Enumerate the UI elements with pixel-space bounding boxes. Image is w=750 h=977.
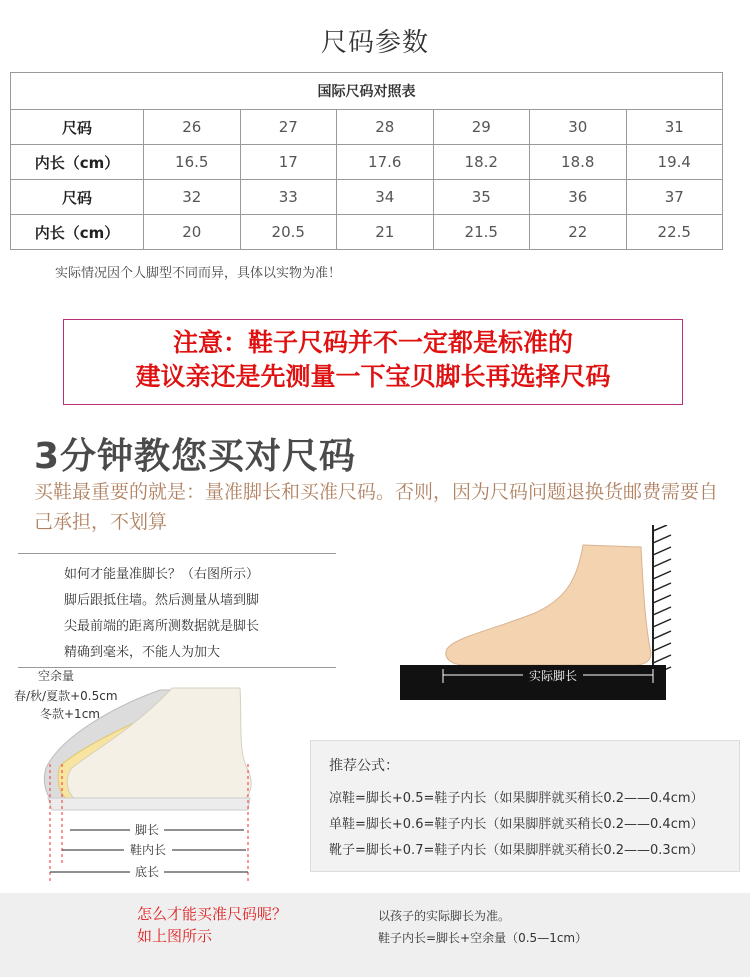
row-header: 尺码 [11,110,144,145]
alert-box [63,319,683,405]
table-caption: 国际尺码对照表 [11,73,723,110]
answer-block [378,905,587,949]
table-row [11,215,723,250]
table-cell: 18.2 [433,145,530,180]
howto-line: 精确到毫米，不能人为加大 [64,645,221,660]
alert-line-1: 注意：鞋子尺码并不一定都是标准的 [172,328,573,357]
answer-line: 鞋子内长=脚长+空余量（0.5—1cm） [378,931,588,945]
table-cell: 27 [240,110,337,145]
howto-line: 如何才能量准脚长？（右图所示） [64,567,260,582]
wall-icon [653,525,671,675]
divider [18,553,336,554]
size-chart-table [10,72,723,250]
foot-length-label: 实际脚长 [528,669,578,683]
howto-line: 尖最前端的距离所测数据就是脚长 [64,619,260,634]
table-cell: 19.4 [626,145,723,180]
table-cell: 22.5 [626,215,723,250]
table-note: 实际情况因个人脚型不同而异，具体以实物为准！ [55,266,342,281]
table-cell: 37 [626,180,723,215]
howto-text [64,562,314,666]
foot-length-marker: 脚长 [134,823,160,837]
formula-line: 单鞋=脚长+0.6=鞋子内长（如果脚胖就买稍长0.2——0.4cm） [329,817,704,832]
table-cell: 18.8 [530,145,627,180]
howto-line: 脚后跟抵住墙。然后测量从墙到脚 [64,593,260,608]
foot-wall-illustration [395,525,695,705]
table-row [11,110,723,145]
section-title: 3分钟教您买对尺码 [34,436,357,477]
table-cell: 36 [530,180,627,215]
table-cell: 21.5 [433,215,530,250]
table-cell: 30 [530,110,627,145]
answer-line: 以孩子的实际脚长为准。 [378,909,511,923]
table-cell: 32 [144,180,241,215]
inner-length-marker: 鞋内长 [129,843,167,857]
table-cell: 29 [433,110,530,145]
table-cell: 17.6 [337,145,434,180]
table-row [11,180,723,215]
question-line: 如上图所示 [137,927,213,945]
table-cell: 33 [240,180,337,215]
formula-title: 推荐公式： [329,758,399,774]
space-label: 空余量 [38,669,75,683]
table-cell: 21 [337,215,434,250]
table-cell: 20 [144,215,241,250]
question-line: 怎么才能买准尺码呢？ [137,905,288,923]
table-cell: 35 [433,180,530,215]
table-cell: 16.5 [144,145,241,180]
formula-line: 凉鞋=脚长+0.5=鞋子内长（如果脚胖就买稍长0.2——0.4cm） [329,791,704,806]
table-cell: 17 [240,145,337,180]
table-cell: 22 [530,215,627,250]
table-cell: 34 [337,180,434,215]
shoe-diagram [0,668,300,890]
question-block [137,903,287,947]
formula-line: 靴子=脚长+0.7=鞋子内长（如果脚胖就买稍长0.2——0.3cm） [329,843,704,858]
winter-label: 冬款+1cm [40,707,100,721]
intro-text: 买鞋最重要的就是：量准脚长和买准尺码。否则，因为尺码问题退换货邮费需要自己承担，不划算 [34,481,719,533]
alert-line-2: 建议亲还是先测量一下宝贝脚长再选择尺码 [135,362,611,391]
formula-box [310,740,740,872]
table-cell: 28 [337,110,434,145]
table-row [11,145,723,180]
sole-length-marker: 底长 [134,865,160,879]
table-cell: 20.5 [240,215,337,250]
row-header: 内长（cm） [11,145,144,180]
foot-icon [446,545,651,665]
table-cell: 31 [626,110,723,145]
bottom-band [0,893,750,977]
row-header: 尺码 [11,180,144,215]
table-cell: 26 [144,110,241,145]
page-title: 尺码参数 [320,28,429,58]
spring-label: 春/秋/夏款+0.5cm [14,689,118,703]
row-header: 内长（cm） [11,215,144,250]
